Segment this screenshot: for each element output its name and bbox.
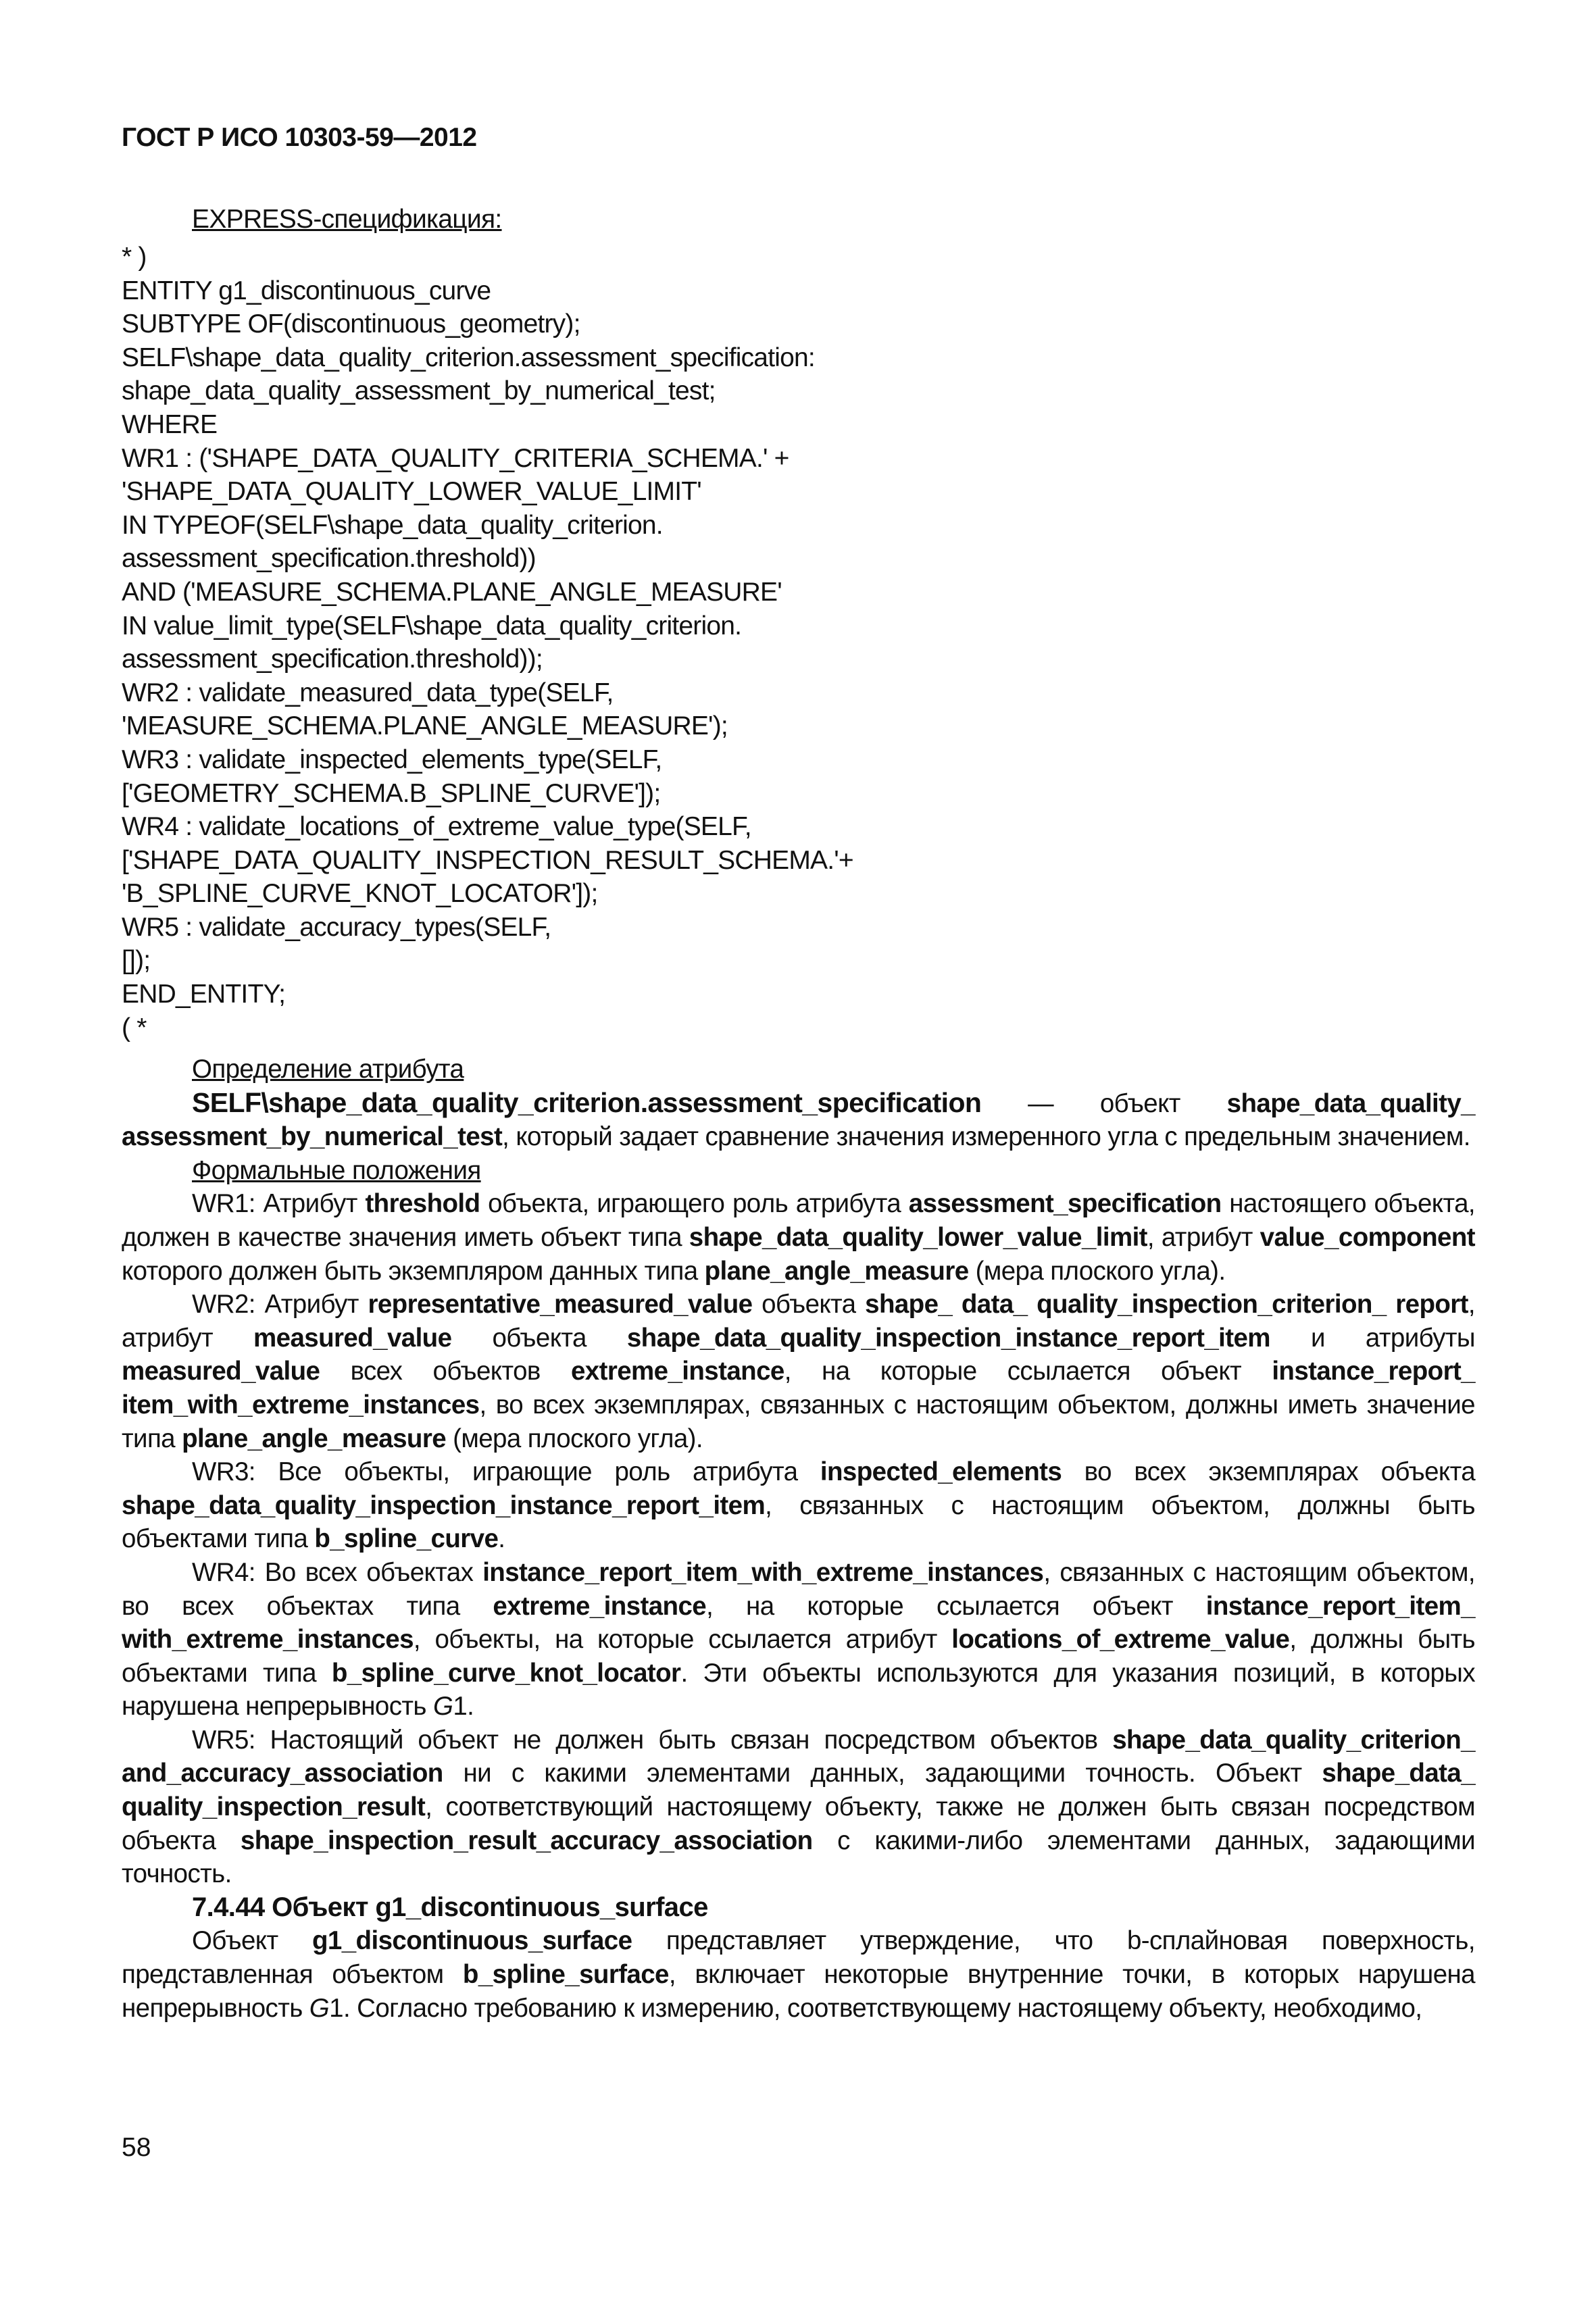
page-number: 58 (122, 2133, 151, 2162)
document-body (122, 1053, 1475, 2025)
wr2-paragraph: WR2: Атрибут representative_measured_value объекта shape_ data_ quality_inspection_criterion_ report, атрибут measured_value объекта shape_data_quality_inspection_instance_report_item и атрибуты measured_value всех объектов extreme_instance, на которые ссылается объект instance_report_ item_with_extreme_instances, во всех экземплярах, связанных с настоящим объектом, должны иметь значение типа plane_angle_measure (мера плоского угла). (122, 1290, 1475, 1453)
g1-surface-paragraph: Объект g1_discontinuous_surface представляет утверждение, что b-сплайновая поверхность, представленная объектом b_spline_surface, включает некоторые внутренние точки, в которых нарушена непрерывность G1. Согласно требованию к измерению, соответствующему настоящему объекту, необходимо, (122, 1926, 1475, 2023)
code-line: ( * (122, 1013, 147, 1042)
code-line: WHERE (122, 409, 218, 439)
code-line: WR4 : validate_locations_of_extreme_value_type(SELF, (122, 812, 751, 842)
code-line: ['SHAPE_DATA_QUALITY_INSPECTION_RESULT_SCHEMA.'+ (122, 845, 853, 875)
attribute-definition-paragraph: SELF\shape_data_quality_criterion.assessment_specification — объект shape_data_quality_ assessment_by_numerical_test, который задает сравнение значения измеренного угла с предельным значением. (122, 1086, 1475, 1152)
code-line: SELF\shape_data_quality_criterion.assessment_specification: (122, 343, 815, 372)
code-line: AND ('MEASURE_SCHEMA.PLANE_ANGLE_MEASURE' (122, 577, 782, 607)
code-line: assessment_specification.threshold)); (122, 645, 543, 674)
attribute-definition-title: Определение атрибута (192, 1055, 464, 1084)
code-line: 'SHAPE_DATA_QUALITY_LOWER_VALUE_LIMIT' (122, 477, 701, 507)
code-line: IN TYPEOF(SELF\shape_data_quality_criterion. (122, 510, 663, 540)
code-line: * ) (122, 243, 147, 272)
code-line: shape_data_quality_assessment_by_numerical_test; (122, 376, 716, 406)
wr5-paragraph: WR5: Настоящий объект не должен быть связан посредством объектов shape_data_quality_criterion_ and_accuracy_association ни с какими элементами данных, задающими точность. Объект shape_data_ quality_inspection_result, соответствующий настоящему объекту, также не должен быть связан посредством объекта shape_inspection_result_accuracy_association с какими-либо элементами данных, задающими точность. (122, 1725, 1475, 1889)
code-line: SUBTYPE OF(discontinuous_geometry); (122, 309, 580, 339)
wr1-paragraph: WR1: Атрибут threshold объекта, играющего роль атрибута assessment_specification настоящего объекта, должен в качестве значения иметь объект типа shape_data_quality_lower_value_limit, атрибут value_component которого должен быть экземпляром данных типа plane_angle_measure (мера плоского угла). (122, 1189, 1475, 1286)
section-heading: 7.4.44 Объект g1_discontinuous_surface (192, 1892, 708, 1922)
code-line: END_ENTITY; (122, 980, 286, 1009)
code-line: 'B_SPLINE_CURVE_KNOT_LOCATOR']); (122, 879, 598, 909)
formal-propositions-title: Формальные положения (192, 1155, 481, 1185)
code-line: ['GEOMETRY_SCHEMA.B_SPLINE_CURVE']); (122, 778, 661, 808)
code-line: 'MEASURE_SCHEMA.PLANE_ANGLE_MEASURE'); (122, 711, 728, 741)
code-line: WR1 : ('SHAPE_DATA_QUALITY_CRITERIA_SCHEMA.' + (122, 443, 789, 473)
wr3-paragraph: WR3: Все объекты, играющие роль атрибута inspected_elements во всех экземплярах объекта shape_data_quality_inspection_instance_report_item, связанных с настоящим объектом, должны быть объектами типа b_spline_curve. (122, 1457, 1475, 1554)
code-line: WR5 : validate_accuracy_types(SELF, (122, 912, 551, 942)
express-code-block (122, 241, 1473, 1045)
code-line: IN value_limit_type(SELF\shape_data_quality_criterion. (122, 611, 742, 640)
code-line: WR2 : validate_measured_data_type(SELF, (122, 678, 614, 707)
wr4-paragraph: WR4: Во всех объектах instance_report_item_with_extreme_instances, связанных с настоящим объектом, во всех объектах типа extreme_instance, на которые ссылается объект instance_report_item_ with_extreme_instances, объекты, на которые ссылается атрибут locations_of_extreme_value, должны быть объектами типа b_spline_curve_knot_locator. Эти объекты используются для указания позиций, в которых нарушена непрерывность G1. (122, 1557, 1476, 1721)
express-spec-title: EXPRESS-спецификация: (192, 205, 502, 234)
document-header: ГОСТ Р ИСО 10303-59—2012 (122, 123, 477, 152)
code-line: assessment_specification.threshold)) (122, 544, 536, 574)
code-line: []); (122, 946, 151, 976)
code-line: WR3 : validate_inspected_elements_type(SELF, (122, 745, 662, 774)
code-line: ENTITY g1_discontinuous_curve (122, 276, 491, 305)
